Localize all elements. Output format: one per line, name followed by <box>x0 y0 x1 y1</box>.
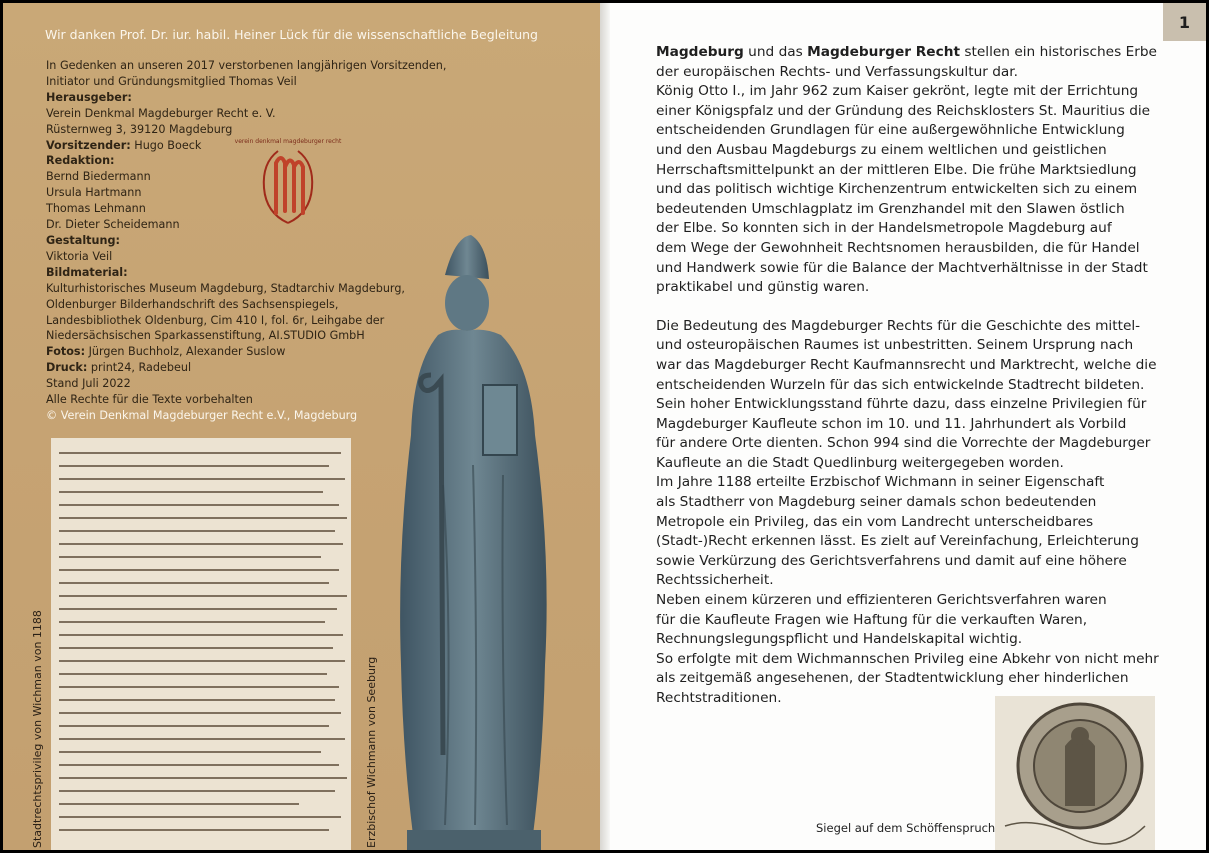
editor-name: Ursula Hartmann <box>46 186 142 200</box>
text-line: Magdeburger Kaufleute schon im 10. und 11. Jahrhundert als Vorbild <box>656 415 1127 432</box>
manuscript-script-line <box>59 621 325 623</box>
acknowledgement: Wir danken Prof. Dr. iur. habil. Heiner Lück für die wissenschaftliche Begleitung <box>45 27 538 42</box>
term-magdeburger-recht: Magdeburger Recht <box>807 44 960 60</box>
text-line: der europäischen Rechts- und Verfassungskultur dar. <box>656 63 1019 80</box>
memorial-line: In Gedenken an unseren 2017 verstorbenen langjährigen Vorsitzenden, <box>46 59 447 72</box>
page-gutter <box>600 3 610 850</box>
manuscript-script-line <box>59 647 333 649</box>
status-line: Stand Juli 2022 <box>46 377 131 391</box>
svg-text:verein denkmal magdeburger rec: verein denkmal magdeburger recht <box>234 138 342 145</box>
design-name: Viktoria Veil <box>46 249 113 263</box>
manuscript-script-line <box>59 530 335 532</box>
text-line: Herrschaftsmittelpunkt an der mittleren Elbe. Die frühe Marktsiedlung <box>656 161 1137 178</box>
manuscript-script-line <box>59 452 341 454</box>
manuscript-script-line <box>59 829 329 831</box>
text-line: Die Bedeutung des Magdeburger Rechts für die Geschichte des mittel- <box>656 317 1141 334</box>
images-credit: Landesbibliothek Oldenburg, Cim 410 I, fol. 6r, Leihgabe der <box>46 313 385 327</box>
manuscript-script-line <box>59 595 347 597</box>
statue-image <box>383 235 563 850</box>
association-logo <box>234 133 342 233</box>
images-label: Bildmaterial: <box>46 265 128 279</box>
editor-name: Thomas Lehmann <box>46 202 146 216</box>
manuscript-script-line <box>59 556 321 558</box>
manuscript-script-line <box>59 673 327 675</box>
publisher-name: Verein Denkmal Magdeburger Recht e. V. <box>46 106 276 120</box>
manuscript-caption: Stadtrechtsprivileg von Wichman von 1188 <box>31 610 44 848</box>
text-line: entscheidenden Grundlagen für eine außergewöhnliche Entwicklung <box>656 122 1125 139</box>
editor-name: Dr. Dieter Scheidemann <box>46 218 180 232</box>
manuscript-script-line <box>59 608 337 610</box>
photos-label: Fotos: <box>46 345 86 359</box>
manuscript-script-line <box>59 764 339 766</box>
page-number: 1 <box>1163 3 1206 41</box>
text-line: praktikabel und günstig waren. <box>656 279 870 296</box>
chair-label: Vorsitzender: <box>46 138 131 152</box>
rights-line: Alle Rechte für die Texte vorbehalten <box>46 393 253 407</box>
intro-line: Magdeburg und das Magdeburger Recht stellen ein historisches Erbe <box>656 44 1157 60</box>
manuscript-script-line <box>59 803 299 805</box>
editors-label: Redaktion: <box>46 154 115 168</box>
text-line: sowie Verkürzung des Gerichtsverfahrens und damit auf eine höhere <box>656 552 1127 569</box>
manuscript-script-line <box>59 816 341 818</box>
paragraph-2 <box>656 317 1159 709</box>
text-line: Rechtssicherheit. <box>656 572 774 589</box>
text-line: für andere Orte dienten. Schon 994 sind die Vorrechte der Magdeburger <box>656 435 1151 452</box>
text-line: dem Wege der Gewohnheit Rechtsnomen herausbilden, die für Handel <box>656 239 1140 256</box>
main-text <box>656 43 1159 709</box>
text-line: Sein hoher Entwicklungsstand führte dazu, dass einzelne Privilegien für <box>656 396 1147 413</box>
text-line: Kaufleute an die Stadt Quedlinburg weitergegeben worden. <box>656 454 1064 471</box>
paragraph-1 <box>656 63 1156 298</box>
text-line: und den Ausbau Magdeburgs zu einem weltlichen und geistlichen <box>656 141 1107 158</box>
manuscript-script-line <box>59 699 335 701</box>
manuscript-script-line <box>59 634 343 636</box>
manuscript-script-line <box>59 504 339 506</box>
manuscript-script-line <box>59 465 329 467</box>
manuscript-script-line <box>59 582 329 584</box>
memorial-line: Initiator und Gründungsmitglied Thomas Veil <box>46 74 297 88</box>
print-line <box>46 360 416 376</box>
term-magdeburg: Magdeburg <box>656 44 744 60</box>
text-line: einer Königspfalz und der Gründung des Reichsklosters St. Mauritius die <box>656 102 1151 119</box>
manuscript-script-line <box>59 569 339 571</box>
images-credit: Niedersächsischen Sparkassenstiftung, AI.STUDIO GmbH <box>46 329 365 343</box>
manuscript-script-line <box>59 777 347 779</box>
manuscript-script-line <box>59 686 339 688</box>
manuscript-script-line <box>59 517 347 519</box>
text-line: der Elbe. So konnten sich in der Handelsmetropole Magdeburg auf <box>656 220 1112 237</box>
text-line: Im Jahre 1188 erteilte Erzbischof Wichmann in seiner Eigenschaft <box>656 474 1105 491</box>
manuscript-script-line <box>59 543 343 545</box>
chair-name: Hugo Boeck <box>130 138 202 152</box>
text-line: war das Magdeburger Recht Kaufmannsrecht und Marktrecht, welche die <box>656 356 1157 373</box>
text-line: Rechtstraditionen. <box>656 690 782 706</box>
print-label: Druck: <box>46 361 88 375</box>
publisher-address: Rüsternweg 3, 39120 Magdeburg <box>46 122 233 136</box>
text-line: und Handwerk sowie für die Balance der Machtverhältnisse in der Stadt <box>656 259 1148 276</box>
manuscript-script-line <box>59 478 345 480</box>
manuscript-script-line <box>59 751 321 753</box>
manuscript-script-line <box>59 738 345 740</box>
publisher-label: Herausgeber: <box>46 90 132 104</box>
imprint <box>46 58 447 424</box>
manuscript-script-line <box>59 491 323 493</box>
text-line: als Stadtherr von Magdeburg seiner damals schon bedeutenden <box>656 494 1097 511</box>
copyright-line: © Verein Denkmal Magdeburger Recht e.V., Magdeburg <box>46 408 358 422</box>
print-credit: print24, Radebeul <box>87 361 192 375</box>
images-credit: Kulturhistorisches Museum Magdeburg, Stadtarchiv Magdeburg, <box>46 281 405 295</box>
seal-image <box>995 696 1155 850</box>
text-line: König Otto I., im Jahr 962 zum Kaiser gekrönt, legte mit der Errichtung <box>656 83 1139 100</box>
seal-caption: Siegel auf dem Schöffenspruch <box>816 821 996 835</box>
text-line: Metropole ein Privileg, das ein vom Landrecht unterscheidbares <box>656 513 1094 530</box>
manuscript-script-line <box>59 712 341 714</box>
text-line: als zeitgemäß angesehenen, der Stadtentwicklung eher hinderlichen <box>656 670 1129 687</box>
text-line: bedeutenden Umschlagplatz im Grenzhandel mit den Slawen östlich <box>656 200 1125 217</box>
text-line: und osteuropäischen Raumes ist unbestritten. Seinem Ursprung nach <box>656 337 1134 354</box>
text-line: Neben einem kürzeren und effizienteren Gerichtsverfahren waren <box>656 592 1107 609</box>
editor-name: Bernd Biedermann <box>46 170 151 184</box>
booklet-spread <box>3 3 1206 850</box>
manuscript-script-line <box>59 790 335 792</box>
photos-line <box>46 344 416 360</box>
text-line: So erfolgte mit dem Wichmannschen Privileg eine Abkehr von nicht mehr <box>656 650 1159 667</box>
left-page <box>3 3 600 850</box>
text-line: Rechnungslegungspflicht und Handelskapital wichtig. <box>656 631 1023 648</box>
text-line: (Stadt-)Recht erkennen lässt. Es zielt auf Vereinfachung, Erleichterung <box>656 533 1139 550</box>
manuscript-image <box>51 438 351 850</box>
manuscript-script-line <box>59 725 329 727</box>
text-line: entscheidenden Wurzeln für das sich entwickelnde Stadtrecht bildeten. <box>656 376 1145 393</box>
text-line: und das politisch wichtige Kirchenzentrum entwickelten sich zu einem <box>656 181 1138 198</box>
photos-credit: Jürgen Buchholz, Alexander Suslow <box>85 345 286 359</box>
statue-caption: Erzbischof Wichmann von Seeburg <box>365 656 378 848</box>
chair-line <box>46 138 416 154</box>
design-label: Gestaltung: <box>46 233 120 247</box>
text-line: für die Kaufleute Fragen wie Haftung für die verkauften Waren, <box>656 611 1088 628</box>
images-credit: Oldenburger Bilderhandschrift des Sachsenspiegels, <box>46 297 339 311</box>
manuscript-script-line <box>59 660 345 662</box>
